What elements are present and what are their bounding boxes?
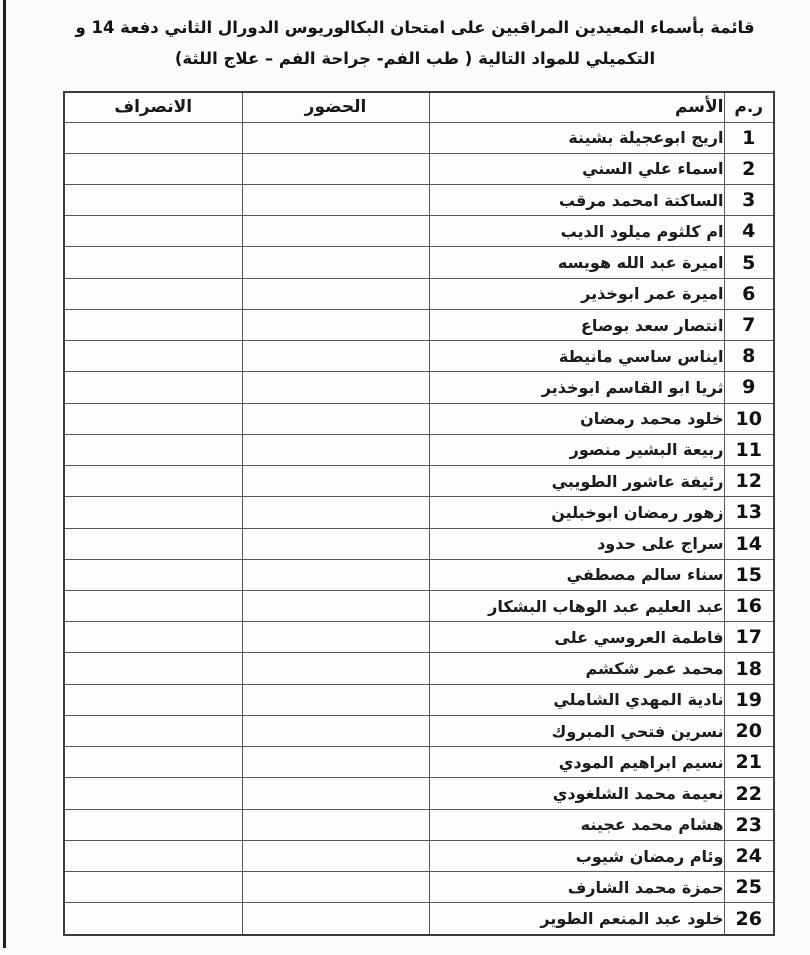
row-serial-number: 22 [724, 778, 774, 809]
row-attendance-cell [242, 840, 429, 871]
row-attendance-cell [242, 153, 429, 184]
row-serial-number: 3 [724, 184, 774, 215]
table-row [64, 840, 774, 871]
row-attendance-cell [242, 809, 429, 840]
row-departure-cell [64, 715, 242, 746]
row-departure-cell [64, 278, 242, 309]
row-serial-number: 16 [724, 591, 774, 622]
table-row [64, 216, 774, 247]
row-serial-number: 19 [724, 684, 774, 715]
row-departure-cell [64, 559, 242, 590]
row-name: نسيم ابراهيم المودي [429, 747, 724, 778]
row-name: اميرة عمر ابوخذير [429, 278, 724, 309]
row-name: زهور رمضان ابوخبلين [429, 497, 724, 528]
row-serial-number: 24 [724, 840, 774, 871]
row-departure-cell [64, 903, 242, 935]
document-title [70, 12, 760, 74]
table-row [64, 466, 774, 497]
scan-edge-line [3, 0, 6, 948]
row-attendance-cell [242, 903, 429, 935]
row-serial-number: 15 [724, 559, 774, 590]
row-departure-cell [64, 747, 242, 778]
row-serial-number: 14 [724, 528, 774, 559]
table-row [64, 809, 774, 840]
table-row [64, 591, 774, 622]
table-row [64, 341, 774, 372]
title-line-2: التكميلي للمواد التالية ( طب الفم- جراحة الفم – علاج اللثة) [174, 49, 656, 68]
row-departure-cell [64, 528, 242, 559]
table-row [64, 872, 774, 903]
row-serial-number: 7 [724, 309, 774, 340]
table-row [64, 309, 774, 340]
row-name: ايناس ساسي مانيطة [429, 341, 724, 372]
header-serial-number: ر.م [724, 92, 774, 122]
table-body [64, 122, 774, 935]
row-attendance-cell [242, 497, 429, 528]
row-name: هشام محمد عجينه [429, 809, 724, 840]
table-row [64, 653, 774, 684]
row-attendance-cell [242, 184, 429, 215]
row-attendance-cell [242, 466, 429, 497]
row-departure-cell [64, 591, 242, 622]
row-name: ام كلثوم ميلود الديب [429, 216, 724, 247]
row-serial-number: 23 [724, 809, 774, 840]
row-serial-number: 9 [724, 372, 774, 403]
row-attendance-cell [242, 341, 429, 372]
row-attendance-cell [242, 653, 429, 684]
row-name: رئيفة عاشور الطويبي [429, 466, 724, 497]
table-row [64, 403, 774, 434]
row-attendance-cell [242, 559, 429, 590]
row-name: فاطمة العروسي على [429, 622, 724, 653]
row-attendance-cell [242, 247, 429, 278]
row-attendance-cell [242, 778, 429, 809]
row-name: ثريا ابو القاسم ابوخذير [429, 372, 724, 403]
header-attendance: الحضور [242, 92, 429, 122]
row-name: نعيمة محمد الشلغودي [429, 778, 724, 809]
row-serial-number: 17 [724, 622, 774, 653]
table-row [64, 247, 774, 278]
table-row [64, 622, 774, 653]
row-name: اريج ابوعجيلة بشينة [429, 122, 724, 153]
row-departure-cell [64, 840, 242, 871]
row-serial-number: 1 [724, 122, 774, 153]
row-departure-cell [64, 153, 242, 184]
row-departure-cell [64, 403, 242, 434]
row-serial-number: 8 [724, 341, 774, 372]
row-attendance-cell [242, 403, 429, 434]
table-row [64, 778, 774, 809]
row-serial-number: 20 [724, 715, 774, 746]
row-departure-cell [64, 684, 242, 715]
table-row [64, 559, 774, 590]
row-name: خلود محمد رمضان [429, 403, 724, 434]
row-serial-number: 10 [724, 403, 774, 434]
header-row [64, 92, 774, 122]
row-departure-cell [64, 653, 242, 684]
table-row [64, 372, 774, 403]
row-serial-number: 26 [724, 903, 774, 935]
row-serial-number: 25 [724, 872, 774, 903]
row-serial-number: 5 [724, 247, 774, 278]
row-departure-cell [64, 809, 242, 840]
row-name: انتصار سعد بوصاع [429, 309, 724, 340]
table-row [64, 684, 774, 715]
row-name: نسرين فتحي المبروك [429, 715, 724, 746]
invigilators-table [63, 91, 775, 936]
row-name: الساكتة امحمد مرقب [429, 184, 724, 215]
row-name: محمد عمر شكشم [429, 653, 724, 684]
table-row [64, 528, 774, 559]
header-name: الأسم [429, 92, 724, 122]
table-row [64, 497, 774, 528]
row-name: نادية المهدي الشاملي [429, 684, 724, 715]
row-name: حمزة محمد الشارف [429, 872, 724, 903]
row-departure-cell [64, 372, 242, 403]
row-departure-cell [64, 122, 242, 153]
row-name: سراج على حدود [429, 528, 724, 559]
row-serial-number: 11 [724, 434, 774, 465]
row-attendance-cell [242, 747, 429, 778]
header-departure: الانصراف [64, 92, 242, 122]
table-row [64, 715, 774, 746]
row-attendance-cell [242, 434, 429, 465]
row-attendance-cell [242, 309, 429, 340]
row-attendance-cell [242, 684, 429, 715]
row-name: ربيعة البشير منصور [429, 434, 724, 465]
row-name: سناء سالم مصطفي [429, 559, 724, 590]
row-departure-cell [64, 872, 242, 903]
row-name: وئام رمضان شيوب [429, 840, 724, 871]
row-name: خلود عبد المنعم الطوير [429, 903, 724, 935]
row-departure-cell [64, 247, 242, 278]
row-attendance-cell [242, 216, 429, 247]
table-row [64, 184, 774, 215]
table-row [64, 153, 774, 184]
row-serial-number: 21 [724, 747, 774, 778]
row-attendance-cell [242, 622, 429, 653]
table-row [64, 903, 774, 935]
row-attendance-cell [242, 872, 429, 903]
row-attendance-cell [242, 122, 429, 153]
row-attendance-cell [242, 372, 429, 403]
row-serial-number: 6 [724, 278, 774, 309]
row-attendance-cell [242, 278, 429, 309]
row-attendance-cell [242, 528, 429, 559]
row-name: اسماء علي السني [429, 153, 724, 184]
row-departure-cell [64, 341, 242, 372]
table-row [64, 278, 774, 309]
row-departure-cell [64, 434, 242, 465]
row-serial-number: 2 [724, 153, 774, 184]
row-serial-number: 4 [724, 216, 774, 247]
row-name: عبد العليم عبد الوهاب البشكار [429, 591, 724, 622]
row-serial-number: 13 [724, 497, 774, 528]
row-departure-cell [64, 778, 242, 809]
row-departure-cell [64, 216, 242, 247]
row-departure-cell [64, 622, 242, 653]
row-name: اميرة عبد الله هويسه [429, 247, 724, 278]
row-departure-cell [64, 466, 242, 497]
row-attendance-cell [242, 715, 429, 746]
row-departure-cell [64, 184, 242, 215]
row-serial-number: 18 [724, 653, 774, 684]
table-row [64, 434, 774, 465]
row-attendance-cell [242, 591, 429, 622]
table-row [64, 122, 774, 153]
table-row [64, 747, 774, 778]
row-departure-cell [64, 497, 242, 528]
row-serial-number: 12 [724, 466, 774, 497]
row-departure-cell [64, 309, 242, 340]
title-line-1: قائمة بأسماء المعيدين المراقبين على امتحان البكالوريوس الدورال الثاني دفعة 14 و [75, 18, 755, 37]
